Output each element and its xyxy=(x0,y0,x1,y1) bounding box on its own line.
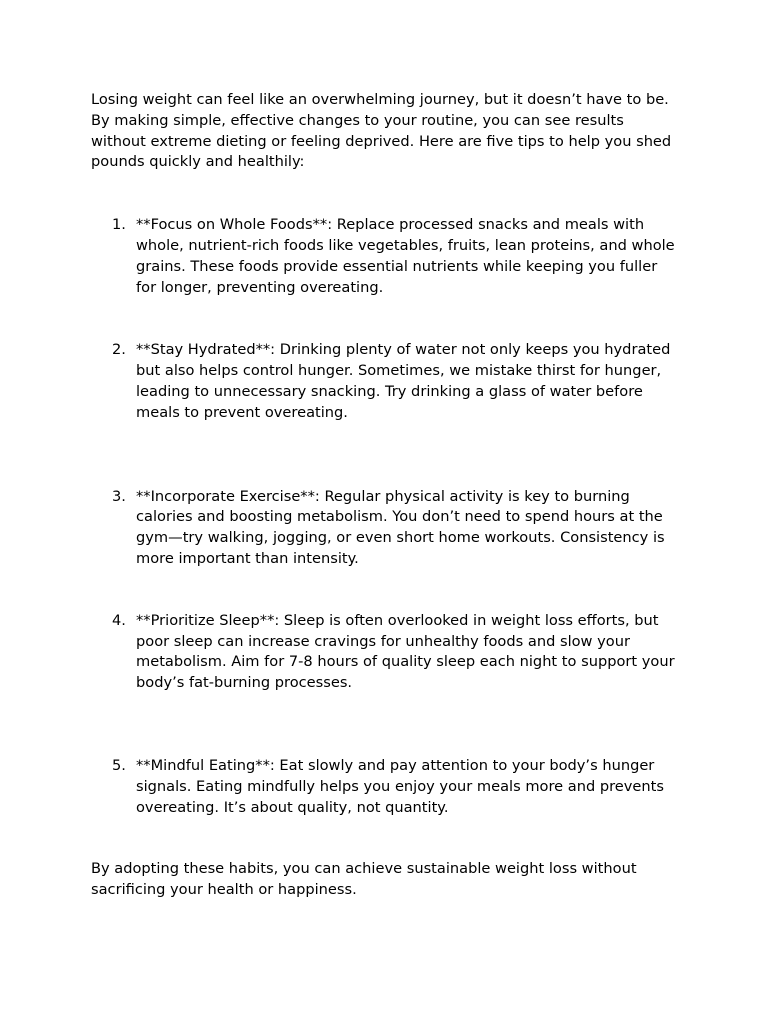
closing-paragraph: By adopting these habits, you can achieve sustainable weight loss without sacrificing your health or happiness. xyxy=(91,860,637,899)
list-item-text: **Focus on Whole Foods**: Replace processed snacks and meals with whole, nutrient-rich foods like vegetables, fruits, lean proteins, and whole grains. These foods provide essential nutrients while keeping you fuller for longer, preventing overeating. xyxy=(136,216,675,296)
list-item-text: **Incorporate Exercise**: Regular physical activity is key to burning calories and boosting metabolism. You don’t need to spend hours at the gym—try walking, jogging, or even short home workouts. Consistency is more important than intensity. xyxy=(136,487,665,567)
list-item-number: 2. xyxy=(112,341,126,359)
list-item xyxy=(91,487,681,570)
list-item-number: 3. xyxy=(112,487,126,505)
intro-paragraph: Losing weight can feel like an overwhelming journey, but it doesn’t have to be. By making simple, effective changes to your routine, you can see results without extreme dieting or feeling deprived. Here are five tips to help you shed pounds quickly and healthily: xyxy=(91,91,672,171)
list-item-number: 5. xyxy=(112,756,126,774)
list-item-text: **Prioritize Sleep**: Sleep is often overlooked in weight loss efforts, but poor sleep can increase cravings for unhealthy foods and slow your metabolism. Aim for 7-8 hours of quality sleep each night to support your body’s fat-burning processes. xyxy=(136,611,675,692)
list-item-text: **Stay Hydrated**: Drinking plenty of water not only keeps you hydrated but also helps control hunger. Sometimes, we mistake thirst for hunger, leading to unnecessary snacking. Try drinking a glass of water before meals to prevent overeating. xyxy=(136,341,671,421)
list-item xyxy=(91,756,681,818)
tips-list xyxy=(91,215,678,818)
list-item-text: **Mindful Eating**: Eat slowly and pay attention to your body’s hunger signals. Eating mindfully helps you enjoy your meals more and prevents overeating. It’s about quality, not quantity. xyxy=(136,756,664,816)
list-item xyxy=(91,611,681,694)
list-item-number: 4. xyxy=(112,611,126,629)
list-item xyxy=(91,340,681,423)
list-item xyxy=(91,215,681,298)
list-item-number: 1. xyxy=(112,216,126,234)
